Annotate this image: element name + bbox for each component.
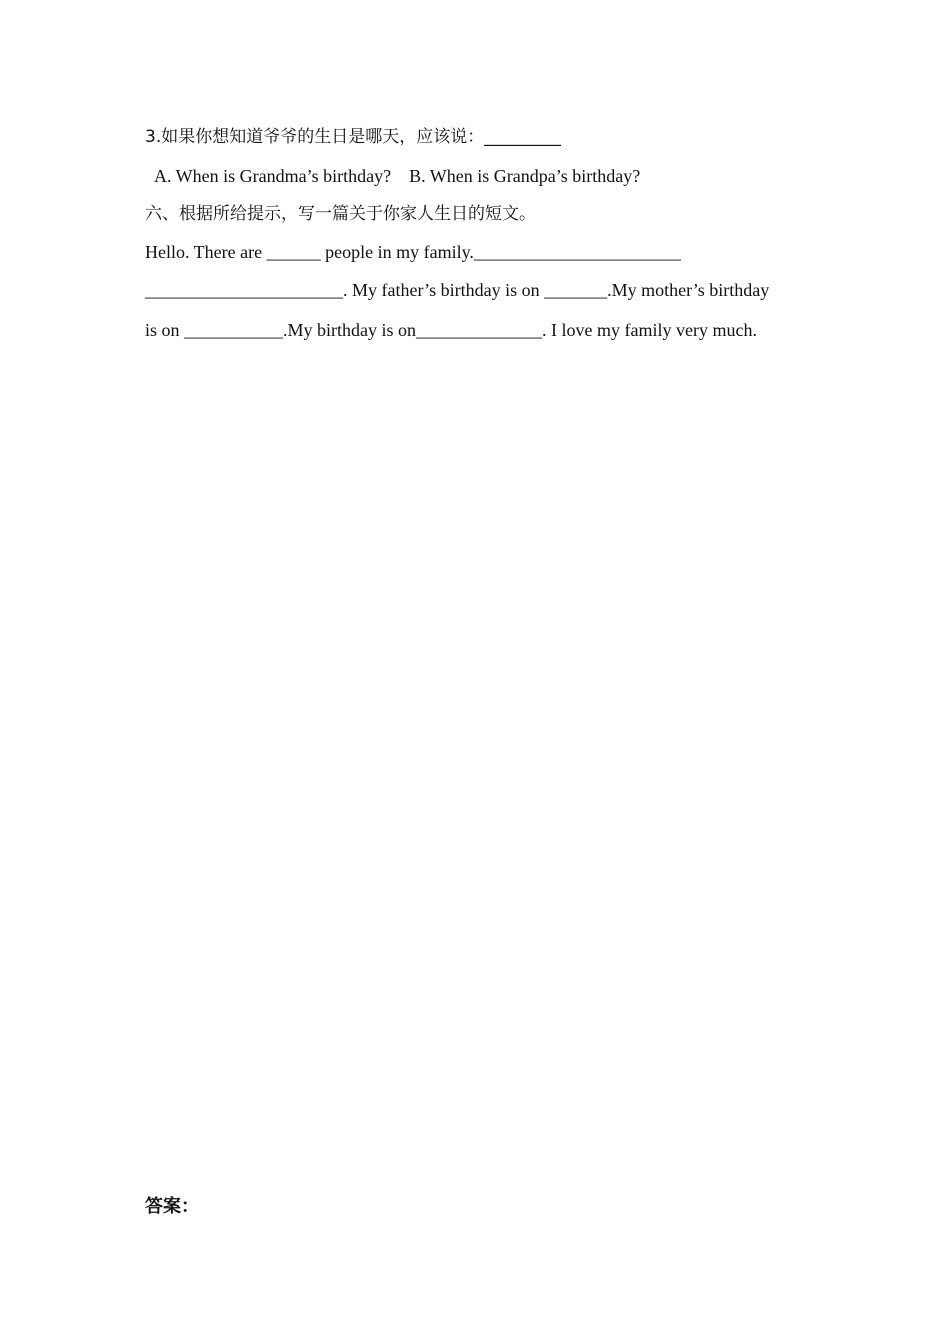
option-b: B. When is Grandpa’s birthday? xyxy=(409,166,641,186)
answer-label: 答案： xyxy=(145,1196,199,1217)
essay-line-2: ______________________. My father’s birthday is on _______.My mother’s birthday xyxy=(145,280,770,300)
question-3-prompt: 3.如果你想知道爷爷的生日是哪天，应该说：_________ xyxy=(145,127,561,147)
section-6-heading: 六、根据所给提示，写一篇关于你家人生日的短文。 xyxy=(145,204,536,224)
option-a: A. When is Grandma’s birthday? xyxy=(154,166,392,186)
essay-line-1: Hello. There are ______ people in my family._______________________ xyxy=(145,242,681,262)
question-3-options xyxy=(154,164,640,188)
essay-line-3: is on ___________.My birthday is on______________. I love my family very much. xyxy=(145,320,757,340)
